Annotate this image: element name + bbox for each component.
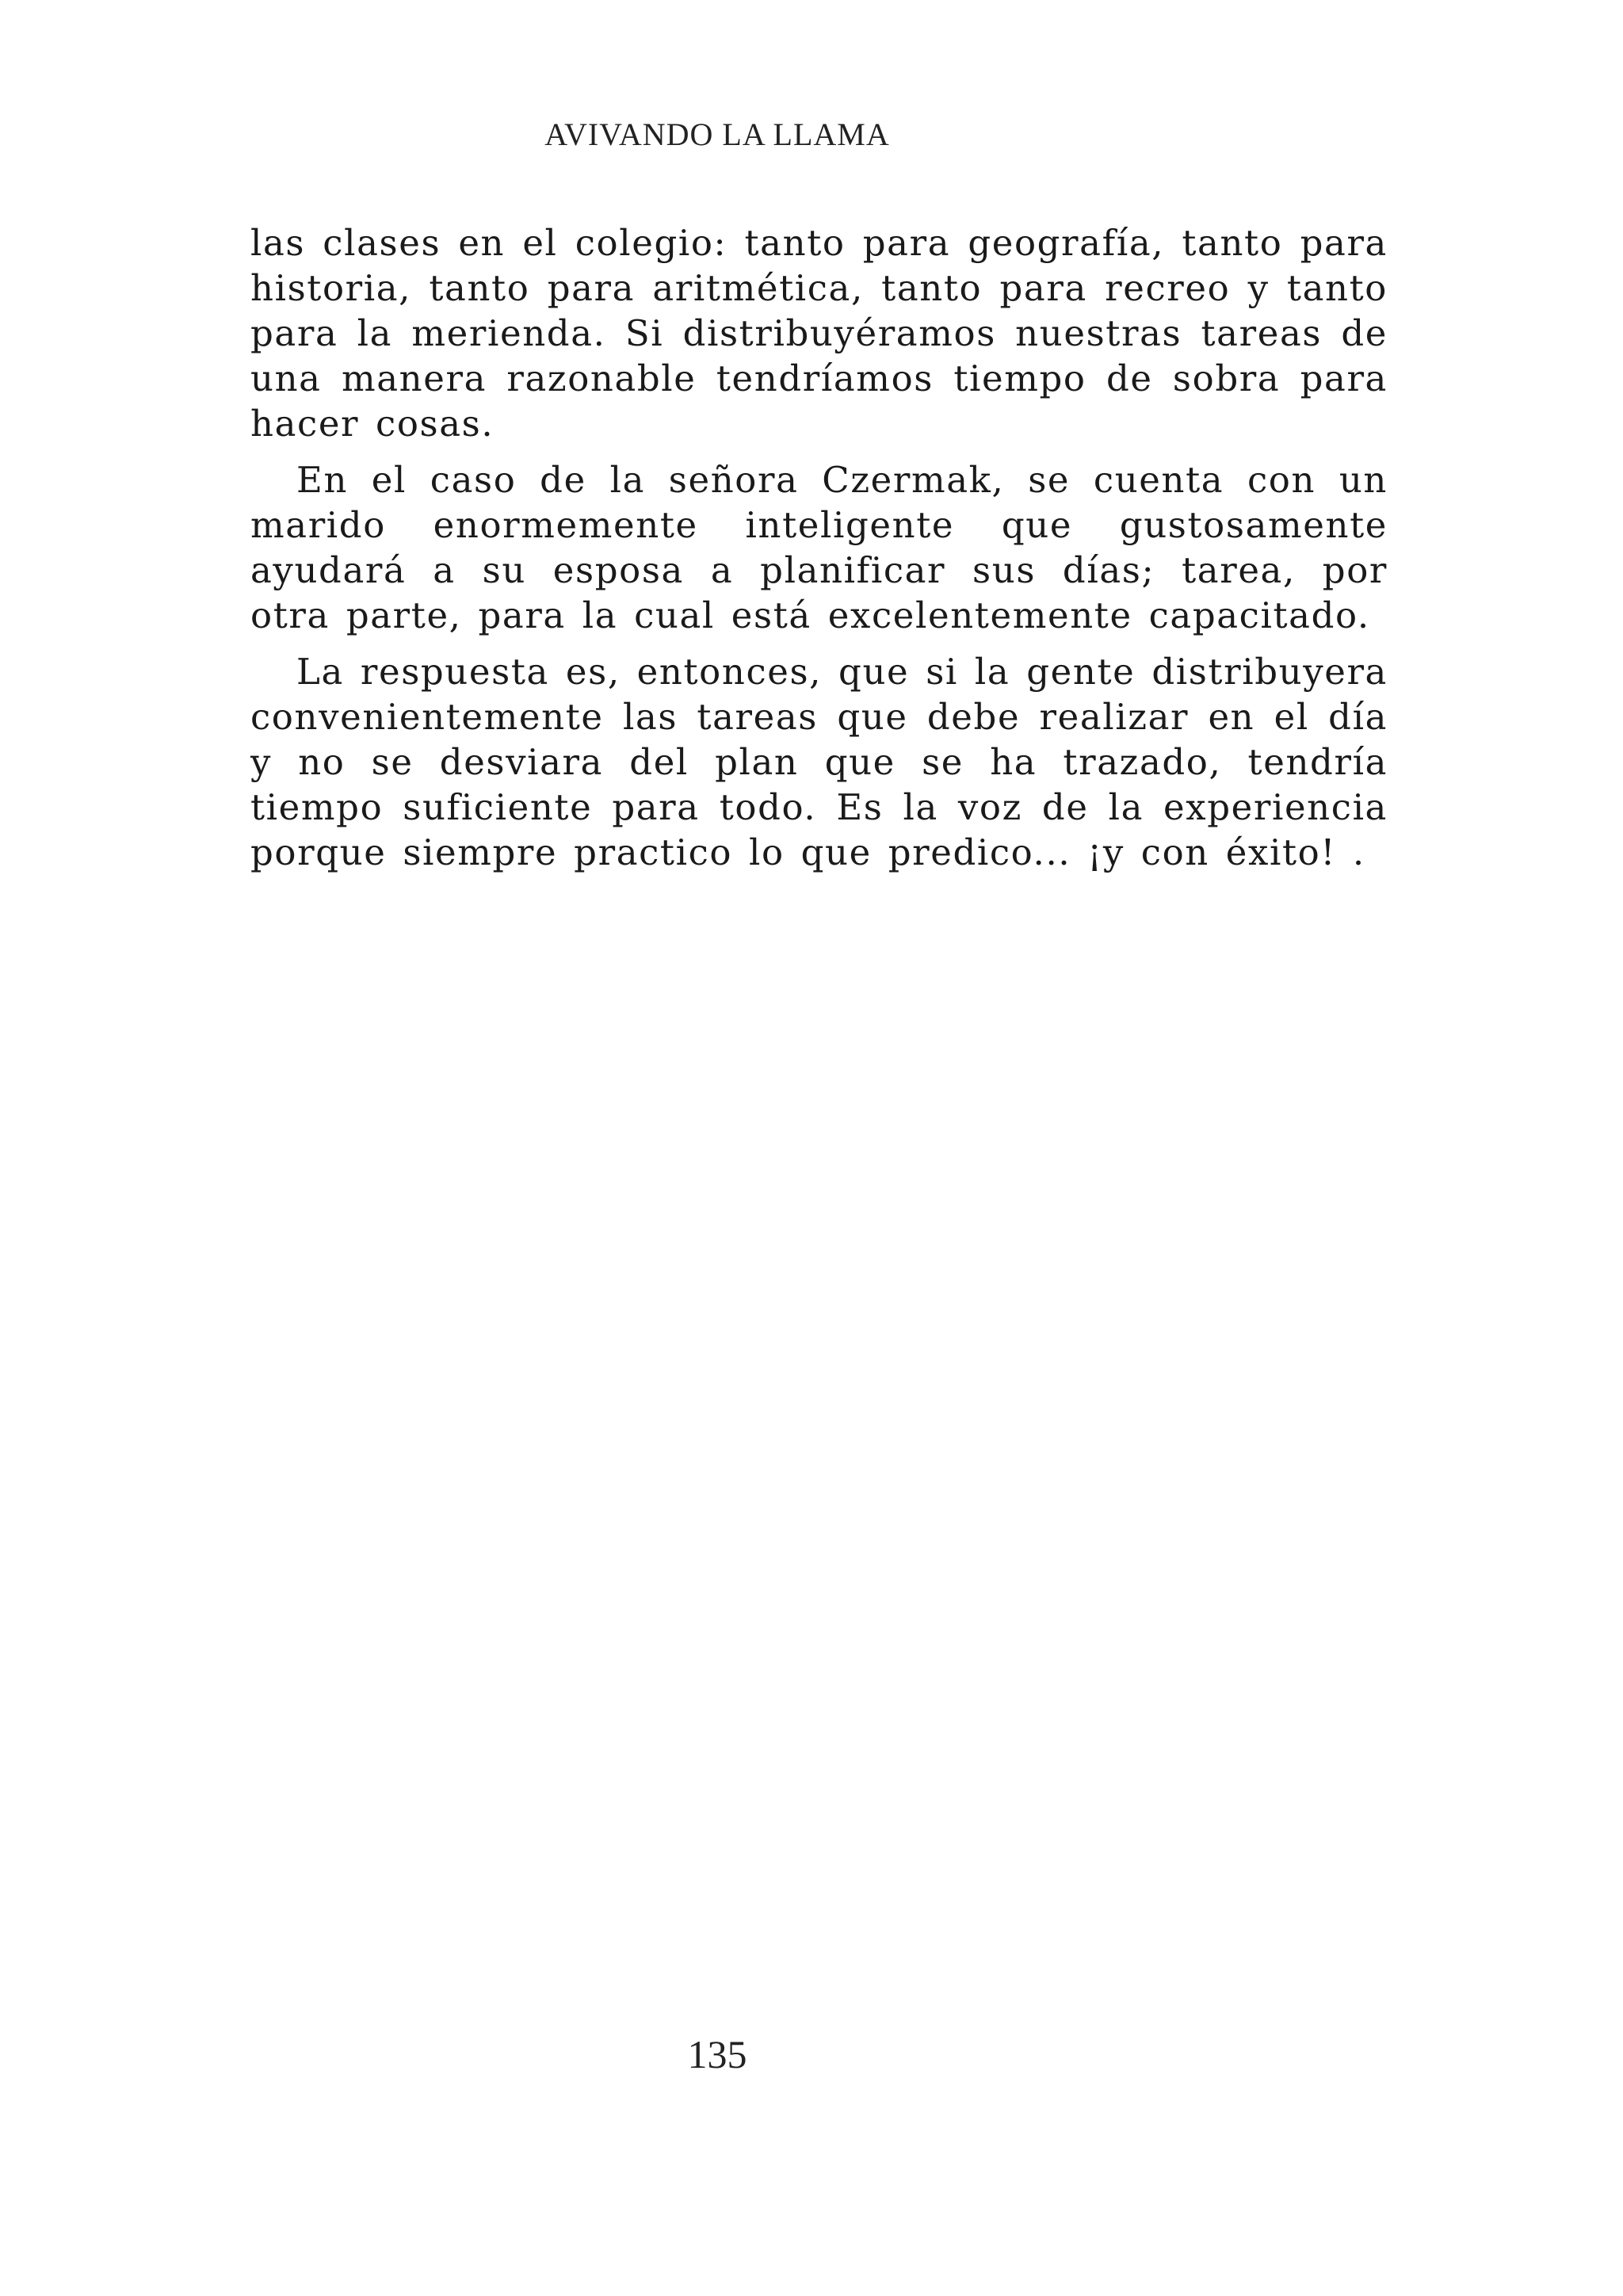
page-number: 135 <box>687 2032 747 2076</box>
paragraph-continuation: las clases en el colegio: tanto para geografía, tanto para historia, tanto para aritmética, tanto para recreo y tanto para la merienda. Si distribuyéramos nuestras tareas de una manera razonable tendríamos tiempo de sobra para hacer cosas. <box>250 222 1388 445</box>
running-header: AVIVANDO LA LLAMA <box>544 117 890 152</box>
paragraph-czermak: En el caso de la señora Czermak, se cuenta con un marido enormemente inteligente que gustosamente ayudará a su esposa a planificar sus días; tarea, por otra parte, para la cual está excelentemente capacitado. <box>250 459 1388 636</box>
paragraph-respuesta: La respuesta es, entonces, que si la gente distribuyera convenientemente las tareas que debe realizar en el día y no se desviara del plan que se ha trazado, tendría tiempo suficiente para todo. Es la voz de la experiencia porque siempre practico lo que predico... ¡y con éxito! . <box>250 651 1388 873</box>
body-text <box>250 220 1388 886</box>
